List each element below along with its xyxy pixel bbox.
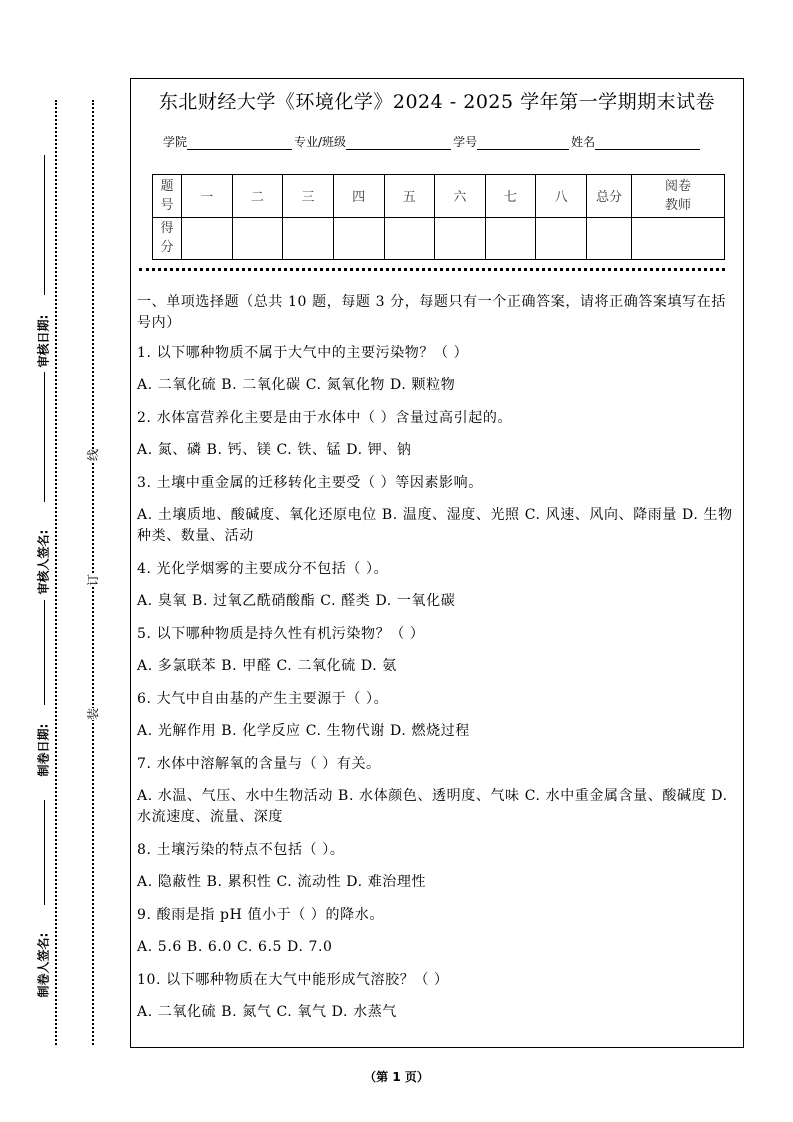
- col-3: 三: [283, 175, 334, 218]
- col-6: 六: [435, 175, 486, 218]
- question-options: A. 多氯联苯 B. 甲醛 C. 二氧化硫 D. 氨: [137, 658, 397, 674]
- score-cell: [587, 217, 632, 260]
- score-table-header-row: [153, 175, 725, 218]
- score-head: 得 分: [153, 217, 182, 260]
- col-4: 四: [333, 175, 384, 218]
- maker-sign-blank: [44, 800, 45, 905]
- score-cell: [333, 217, 384, 260]
- score-cell: [283, 217, 334, 260]
- question-text: 5. 以下哪种物质是持久性有机污染物？（ ）: [137, 626, 425, 642]
- question-text: 2. 水体富营养化主要是由于水体中（ ）含量过高引起的。: [137, 410, 513, 426]
- score-cell: [182, 217, 233, 260]
- col-2: 二: [232, 175, 283, 218]
- score-table: [152, 174, 725, 260]
- score-cell: [536, 217, 587, 260]
- college-label: 学院: [163, 135, 188, 149]
- col-5: 五: [384, 175, 435, 218]
- section-1: [137, 292, 739, 1035]
- dotted-separator: [139, 268, 725, 271]
- page-number: （第 1 页）: [364, 1070, 429, 1084]
- maker-date-label: 制卷日期:: [36, 723, 51, 777]
- question-options: A. 二氧化硫 B. 氮气 C. 氧气 D. 水蒸气: [137, 1004, 397, 1020]
- question-options: A. 隐蔽性 B. 累积性 C. 流动性 D. 难治理性: [137, 874, 427, 890]
- score-cell: [232, 217, 283, 260]
- score-table-score-row: [153, 217, 725, 260]
- student-id-label: 学号: [453, 135, 478, 149]
- question-text: 9. 酸雨是指 pH 值小于（ ）的降水。: [137, 907, 384, 923]
- name-label: 姓名: [571, 135, 596, 149]
- major-blank[interactable]: [346, 137, 451, 150]
- name-blank[interactable]: [595, 137, 700, 150]
- col-total: 总分: [587, 175, 632, 218]
- col-reviewer: 阅卷 教师: [632, 175, 725, 218]
- section-1-heading: 一、单项选择题（总共 10 题，每题 3 分，每题只有一个正确答案，请将正确答案填写在括号内）: [137, 294, 726, 331]
- question-text: 10. 以下哪种物质在大气中能形成气溶胶？（ ）: [137, 972, 449, 988]
- question-options: A. 光解作用 B. 化学反应 C. 生物代谢 D. 燃烧过程: [137, 723, 470, 739]
- score-cell: [485, 217, 536, 260]
- maker-sign-label: 制卷人签名:: [36, 932, 51, 998]
- student-info-row: [163, 133, 702, 150]
- student-id-blank[interactable]: [477, 137, 569, 150]
- score-cell: [435, 217, 486, 260]
- question-text: 4. 光化学烟雾的主要成分不包括（ ）。: [137, 561, 389, 577]
- question-options: A. 二氧化硫 B. 二氧化碳 C. 氮氧化物 D. 颗粒物: [137, 377, 456, 393]
- col-7: 七: [485, 175, 536, 218]
- reviewer-sign-blank: [44, 372, 45, 502]
- question-options: A. 5.6 B. 6.0 C. 6.5 D. 7.0: [137, 939, 333, 955]
- question-options: A. 氮、磷 B. 钙、镁 C. 铁、锰 D. 钾、钠: [137, 442, 412, 458]
- question-options: A. 土壤质地、酸碱度、氧化还原电位 B. 温度、湿度、光照 C. 风速、风向、降雨量 D. 生物种类、数量、活动: [137, 507, 733, 544]
- score-cell: [384, 217, 435, 260]
- review-date-label: 审核日期:: [36, 314, 51, 368]
- question-text: 8. 土壤污染的特点不包括（ ）。: [137, 842, 345, 858]
- question-options: A. 臭氧 B. 过氧乙酰硝酸酯 C. 醛类 D. 一氧化碳: [137, 593, 456, 609]
- question-text: 3. 土壤中重金属的迁移转化主要受（ ）等因素影响。: [137, 475, 483, 491]
- exam-title: 东北财经大学《环境化学》2024 - 2025 学年第一学期期末试卷: [158, 91, 716, 113]
- exam-frame: [130, 78, 744, 1048]
- binding-char-xian: 线: [86, 448, 101, 462]
- maker-date-blank: [44, 600, 45, 705]
- col-8: 八: [536, 175, 587, 218]
- review-date-blank: [44, 155, 45, 295]
- binding-char-zhuang: 装: [86, 707, 101, 721]
- college-blank[interactable]: [187, 137, 292, 150]
- reviewer-cell: [632, 217, 725, 260]
- col-1: 一: [182, 175, 233, 218]
- reviewer-sign-label: 审核人签名:: [36, 529, 51, 595]
- question-text: 7. 水体中溶解氧的含量与（ ）有关。: [137, 756, 381, 772]
- question-options: A. 水温、气压、水中生物活动 B. 水体颜色、透明度、气味 C. 水中重金属含量、酸碱度 D. 水流速度、流量、深度: [137, 788, 728, 825]
- major-label: 专业/班级: [294, 135, 347, 149]
- question-text: 1. 以下哪种物质不属于大气中的主要污染物？（ ）: [137, 345, 469, 361]
- binding-char-ding: 订: [86, 573, 101, 587]
- question-number-head: 题 号: [153, 175, 182, 218]
- binding-dotted-line-outer: [55, 100, 57, 1045]
- binding-dotted-line-inner: [92, 100, 94, 1045]
- question-text: 6. 大气中自由基的产生主要源于（ ）。: [137, 691, 389, 707]
